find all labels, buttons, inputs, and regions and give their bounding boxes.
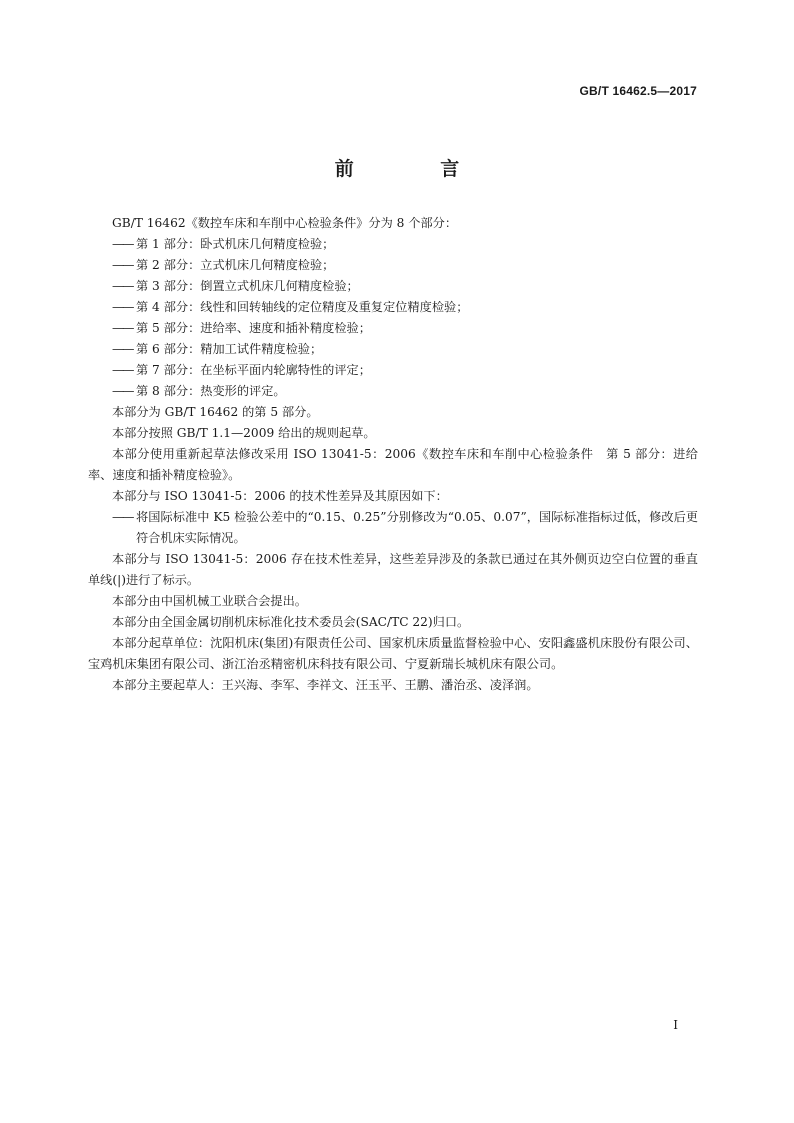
difference-item <box>88 507 698 549</box>
drafters-paragraph: 本部分主要起草人：王兴海、李军、李祥文、汪玉平、王鹏、潘治丞、凌泽润。 <box>112 678 539 692</box>
differences-intro-paragraph: 本部分与 ISO 13041-5：2006 的技术性差异及其原因如下： <box>112 489 448 503</box>
proposed-by-paragraph: 本部分由中国机械工业联合会提出。 <box>112 594 307 608</box>
dash-marker: —— <box>112 258 133 272</box>
adoption-paragraph: 本部分使用重新起草法修改采用 ISO 13041-5：2006《数控车床和车削中心检验条件 第 5 部分：进给率、速度和插补精度检验》。 <box>88 447 698 482</box>
drafting-units-paragraph: 本部分起草单位：沈阳机床(集团)有限责任公司、国家机床质量监督检验中心、安阳鑫盛机床股份有限公司、宝鸡机床集团有限公司、浙江治丞精密机床科技有限公司、宁夏新瑞长城机床有限公司。 <box>88 636 698 671</box>
dash-marker: —— <box>112 300 133 314</box>
part-of-paragraph: 本部分为 GB/T 16462 的第 5 部分。 <box>112 405 319 419</box>
page-title: 前 言 <box>334 158 500 180</box>
difference-item-text: 将国际标准中 K5 检验公差中的“0.15、0.25”分别修改为“0.05、0.07”，国际标准指标过低，修改后更符合机床实际情况。 <box>136 510 698 545</box>
foreword-body <box>88 213 698 696</box>
page-number: I <box>673 1018 678 1032</box>
list-item <box>88 339 698 360</box>
part-5-text: 第 5 部分：进给率、速度和插补精度检验； <box>136 321 371 335</box>
dash-marker: —— <box>112 279 133 293</box>
list-item <box>88 360 698 381</box>
part-2-text: 第 2 部分：立式机床几何精度检验； <box>136 258 335 272</box>
part-4-text: 第 4 部分：线性和回转轴线的定位精度及重复定位精度检验； <box>136 300 469 314</box>
list-item <box>88 318 698 339</box>
intro-paragraph: GB/T 16462《数控车床和车削中心检验条件》分为 8 个部分： <box>112 216 458 230</box>
list-item <box>88 276 698 297</box>
dash-marker: —— <box>112 510 133 524</box>
dash-marker: —— <box>112 384 133 398</box>
dash-marker: —— <box>112 237 133 251</box>
document-code: GB/T 16462.5—2017 <box>579 84 697 98</box>
part-3-text: 第 3 部分：倒置立式机床几何精度检验； <box>136 279 359 293</box>
drafting-rules-paragraph: 本部分按照 GB/T 1.1—2009 给出的规则起草。 <box>112 426 376 440</box>
list-item <box>88 234 698 255</box>
dash-marker: —— <box>112 363 133 377</box>
centralized-by-paragraph: 本部分由全国金属切削机床标准化技术委员会(SAC/TC 22)归口。 <box>112 615 470 629</box>
list-item <box>88 297 698 318</box>
part-7-text: 第 7 部分：在坐标平面内轮廓特性的评定； <box>136 363 371 377</box>
part-8-text: 第 8 部分：热变形的评定。 <box>136 384 286 398</box>
part-6-text: 第 6 部分：精加工试件精度检验； <box>136 342 323 356</box>
dash-marker: —— <box>112 321 133 335</box>
part-1-text: 第 1 部分：卧式机床几何精度检验； <box>136 237 335 251</box>
list-item <box>88 381 698 402</box>
marking-paragraph: 本部分与 ISO 13041-5：2006 存在技术性差异，这些差异涉及的条款已通过在其外侧页边空白位置的垂直单线(|)进行了标示。 <box>88 552 698 587</box>
list-item <box>88 255 698 276</box>
dash-marker: —— <box>112 342 133 356</box>
